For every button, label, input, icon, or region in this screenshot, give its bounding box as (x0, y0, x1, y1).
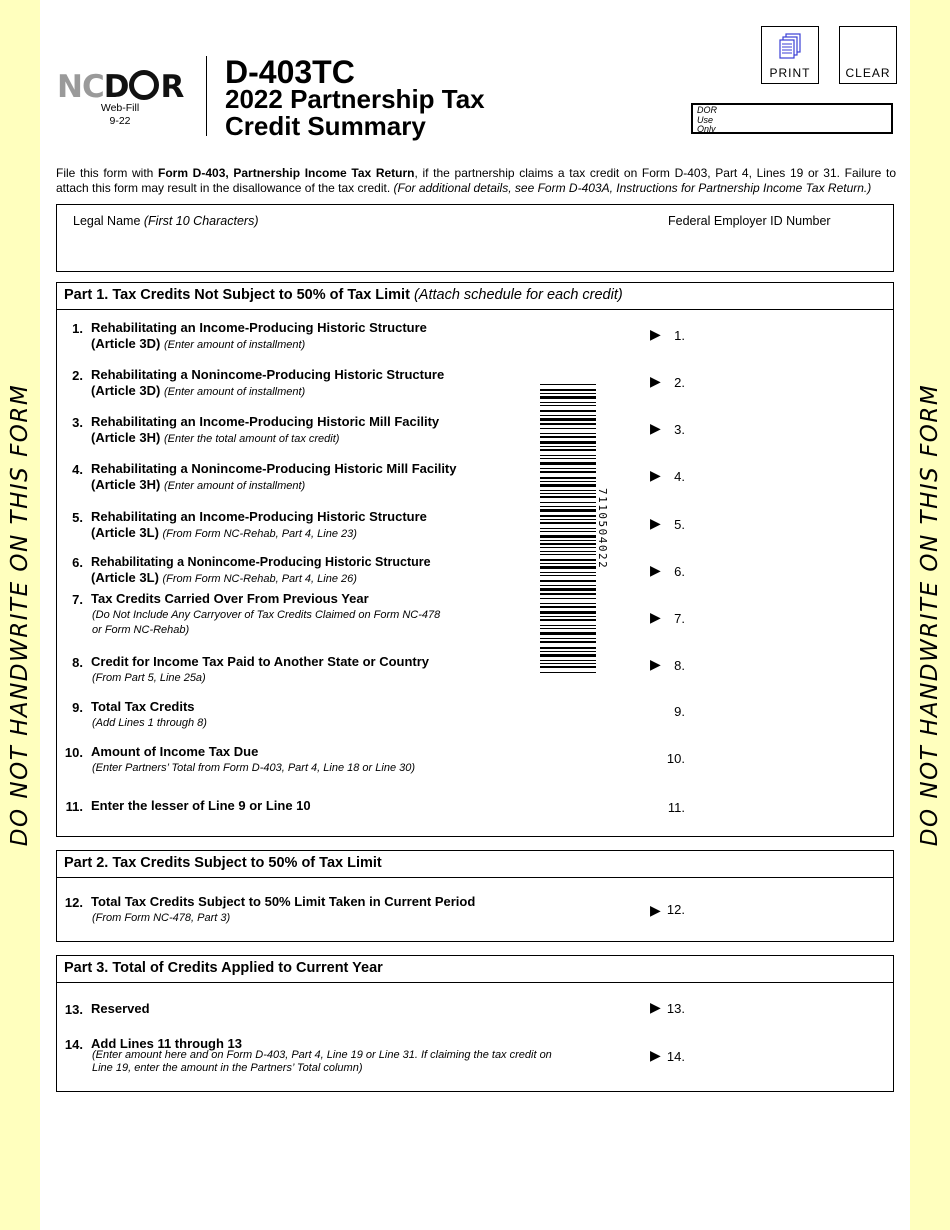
barcode-bar (540, 638, 596, 639)
barcode-bar (540, 554, 596, 555)
barcode-bar (540, 535, 596, 538)
barcode-number: 7110504022 (596, 488, 609, 570)
line-9-label: Total Tax Credits (91, 699, 195, 714)
line-8-label: Credit for Income Tax Paid to Another State or Country (91, 654, 430, 669)
line-11-label: Enter the lesser of Line 9 or Line 10 (91, 798, 311, 813)
barcode-bar (540, 396, 596, 399)
line-13-number: 13. (64, 1002, 83, 1017)
line-12-number: 12. (64, 895, 83, 910)
line-1-input[interactable] (689, 324, 893, 348)
line-10-number: 10. (64, 745, 83, 760)
part2-header: Part 2. Tax Credits Subject to 50% of Tax Limit (57, 851, 893, 878)
line-5-number: 5. (72, 510, 83, 525)
right-warning-text: DO NOT HANDWRITE ON THIS FORM (917, 383, 943, 847)
barcode-bar (540, 672, 596, 673)
barcode-bar (540, 502, 596, 503)
clear-button[interactable] (839, 26, 897, 84)
line-2-arrow-icon: ▶ (650, 373, 661, 389)
line-12-input[interactable] (689, 898, 893, 922)
line-2-label: Rehabilitating a Nonincome-Producing Historic Structure (Article 3D) (Enter amount of installment) (91, 367, 445, 398)
barcode-bar (540, 632, 596, 635)
line-5-ref: 5. (674, 517, 685, 532)
barcode-bar (540, 563, 596, 564)
barcode-bar (540, 625, 596, 626)
line-8-instructions: (From Part 5, Line 25a) (92, 672, 206, 684)
barcode-bar (540, 471, 596, 473)
barcode-bar (540, 606, 596, 608)
barcode-bar (540, 493, 596, 494)
barcode-bar (540, 515, 596, 517)
line-6-input[interactable] (689, 560, 893, 584)
line-14-arrow-icon: ▶ (650, 1047, 661, 1063)
barcode-bar (540, 490, 596, 491)
barcode-bar (540, 455, 596, 456)
barcode-bar (540, 580, 596, 582)
legal-name-label: Legal Name (First 10 Characters) (73, 214, 259, 228)
barcode-bar (540, 660, 596, 661)
line-4-arrow-icon: ▶ (650, 467, 661, 483)
barcode-bar (540, 543, 596, 545)
line-7-label: Tax Credits Carried Over From Previous Year (91, 591, 369, 606)
part2-box (56, 850, 894, 942)
barcode-bar (540, 598, 596, 599)
line-12-ref: 12. (666, 902, 685, 917)
line-12-label: Total Tax Credits Subject to 50% Limit Taken in Current Period (91, 894, 476, 909)
barcode-bar (540, 641, 596, 643)
part1-header: Part 1. Tax Credits Not Subject to 50% of Tax Limit (Attach schedule for each credit) (57, 283, 893, 310)
line-3-label: Rehabilitating an Income-Producing Historic Mill Facility (Article 3H) (Enter the total amount of tax credit) (91, 414, 440, 445)
barcode-bar (540, 428, 596, 429)
barcode-bar (540, 651, 596, 652)
barcode-bar (540, 446, 596, 447)
barcode-bar (540, 611, 596, 614)
barcode-bar (540, 603, 596, 604)
barcode-bar (540, 509, 596, 512)
barcode-bar (540, 628, 596, 629)
fein-input[interactable] (666, 235, 870, 259)
barcode-bar (540, 405, 596, 406)
line-6-number: 6. (72, 555, 83, 570)
line-10-input[interactable] (689, 747, 893, 771)
barcode-bar (540, 666, 596, 668)
line-11-number: 11. (65, 799, 83, 814)
line-8-arrow-icon: ▶ (650, 656, 661, 672)
line-3-ref: 3. (674, 422, 685, 437)
line-3-arrow-icon: ▶ (650, 420, 661, 436)
barcode-bar (540, 410, 596, 412)
line-12-arrow-icon: ▶ (650, 902, 661, 918)
line-14-ref: 14. (666, 1049, 685, 1064)
barcode-bar (540, 481, 596, 482)
line-9-ref: 9. (674, 704, 685, 719)
line-2-ref: 2. (674, 375, 685, 390)
line-4-number: 4. (72, 462, 83, 477)
right-warning-banner (910, 0, 950, 1230)
line-1-label: Rehabilitating an Income-Producing Historic Structure (Article 3D) (Enter amount of installment) (91, 320, 427, 351)
part3-box (56, 955, 894, 1092)
line-7-number: 7. (72, 592, 83, 607)
barcode-bar (540, 547, 596, 548)
line-5-label: Rehabilitating an Income-Producing Historic Structure (Article 3L) (From Form NC-Rehab, Part 4, Line 23) (91, 509, 427, 540)
line-5-arrow-icon: ▶ (650, 515, 661, 531)
ncdor-logo: NCD R (57, 69, 184, 105)
barcode-bar (540, 559, 596, 561)
line-8-input[interactable] (689, 654, 893, 678)
barcode-bar (540, 588, 596, 591)
line-4-label: Rehabilitating a Nonincome-Producing Historic Mill Facility (Article 3H) (Enter amount of installment) (91, 461, 457, 492)
clear-label: CLEAR (845, 66, 891, 80)
part1-box (56, 282, 894, 837)
barcode-bar (540, 384, 596, 385)
line-14-instructions: (Enter amount here and on Form D-403, Part 4, Line 19 or Line 31. If claiming the tax credit on Line 19, enter the amount in the Partners’ Total column) (92, 1049, 552, 1074)
line-13-label: Reserved (91, 1001, 150, 1016)
barcode-bar (540, 423, 596, 425)
line-12-instructions: (From Form NC-478, Part 3) (92, 912, 231, 924)
barcode-bar (540, 449, 596, 451)
form-instructions: File this form with Form D-403, Partnership Income Tax Return, if the partnership claims a tax credit on Form D-403, Part 4, Lines 19 or 31. Failure to attach this form may result in the disallowance of the tax credit. (For additional details, see Form D-403A, Instructions for Partnership Income Tax Return.) (56, 166, 897, 195)
form-title: 2022 Partnership Tax Credit Summary (225, 84, 485, 141)
web-fill-version: Web-Fill 9-22 (100, 102, 140, 127)
taxpayer-identity-box (56, 204, 894, 272)
line-13-input[interactable] (689, 997, 893, 1021)
line-9-instructions: (Add Lines 1 through 8) (92, 717, 207, 729)
line-6-label: Rehabilitating a Nonincome-Producing Historic Structure (Article 3L) (From Form NC-Rehab, Part 4, Line 26) (91, 555, 431, 585)
header-divider (206, 56, 207, 136)
line-7-ref: 7. (674, 611, 685, 626)
barcode-bar (540, 436, 596, 438)
line-5-input[interactable] (689, 513, 893, 537)
line-1-arrow-icon: ▶ (650, 326, 661, 342)
barcode-bar (540, 519, 596, 520)
barcode-bar (540, 551, 596, 552)
line-7-input[interactable] (689, 607, 893, 631)
barcode-bar (540, 496, 596, 498)
line-3-number: 3. (72, 415, 83, 430)
line-6-arrow-icon: ▶ (650, 562, 661, 578)
line-6-ref: 6. (674, 564, 685, 579)
barcode-bar (540, 389, 596, 391)
barcode-bar (540, 393, 596, 394)
barcode-bar (540, 654, 596, 657)
left-warning-banner (0, 0, 40, 1230)
line-2-input[interactable] (689, 371, 893, 395)
barcode-bar (540, 528, 596, 529)
barcode-bar (540, 462, 596, 465)
line-7-instructions: (Do Not Include Any Carryover of Tax Credits Claimed on Form NC-478 or Form NC-Rehab) (92, 609, 441, 636)
barcode (540, 384, 598, 679)
line-10-label: Amount of Income Tax Due (91, 744, 259, 759)
barcode-bar (540, 663, 596, 664)
line-10-instructions: (Enter Partners’ Total from Form D-403, Part 4, Line 18 or Line 30) (92, 762, 416, 774)
barcode-bar (540, 415, 596, 416)
barcode-bar (540, 540, 596, 541)
print-icon (777, 33, 803, 65)
barcode-bar (540, 593, 596, 595)
line-2-number: 2. (72, 368, 83, 383)
line-13-arrow-icon: ▶ (650, 999, 661, 1015)
line-8-ref: 8. (674, 658, 685, 673)
print-button[interactable] (761, 26, 819, 84)
barcode-bar (540, 572, 596, 573)
line-8-number: 8. (72, 655, 83, 670)
barcode-bar (540, 575, 596, 576)
line-14-label: Add Lines 11 through 13 (91, 1036, 242, 1051)
barcode-bar (540, 585, 596, 586)
line-9-number: 9. (72, 700, 83, 715)
line-11-ref: 11. (667, 800, 685, 815)
line-7-arrow-icon: ▶ (650, 609, 661, 625)
barcode-bar (540, 619, 596, 621)
barcode-bar (540, 506, 596, 507)
print-label: PRINT (769, 66, 811, 80)
barcode-bar (540, 647, 596, 649)
barcode-bar (540, 522, 596, 524)
dor-use-only-box: DOR Use Only (691, 103, 893, 134)
barcode-bar (540, 441, 596, 444)
barcode-bar (540, 433, 596, 434)
barcode-bar (540, 566, 596, 569)
barcode-bar (540, 616, 596, 617)
line-1-ref: 1. (674, 328, 685, 343)
form-number: D-403TC (225, 54, 355, 90)
line-10-ref: 10. (666, 751, 685, 766)
left-warning-text: DO NOT HANDWRITE ON THIS FORM (7, 383, 33, 847)
barcode-bar (540, 468, 596, 469)
line-13-ref: 13. (666, 1001, 685, 1016)
legal-name-input[interactable] (71, 235, 375, 259)
line-14-number: 14. (64, 1037, 83, 1052)
barcode-bar (540, 477, 596, 479)
barcode-bar (540, 531, 596, 532)
barcode-bar (540, 418, 596, 421)
barcode-bar (540, 402, 596, 403)
barcode-bar (540, 484, 596, 487)
fein-label: Federal Employer ID Number (668, 214, 831, 228)
part3-header: Part 3. Total of Credits Applied to Current Year (57, 956, 893, 983)
line-3-input[interactable] (689, 418, 893, 442)
line-9-input[interactable] (689, 700, 893, 724)
barcode-bar (540, 458, 596, 459)
line-11-input[interactable] (689, 796, 893, 820)
line-4-input[interactable] (689, 465, 893, 489)
line-4-ref: 4. (674, 469, 685, 484)
line-14-input[interactable] (689, 1045, 893, 1069)
line-1-number: 1. (72, 321, 83, 336)
